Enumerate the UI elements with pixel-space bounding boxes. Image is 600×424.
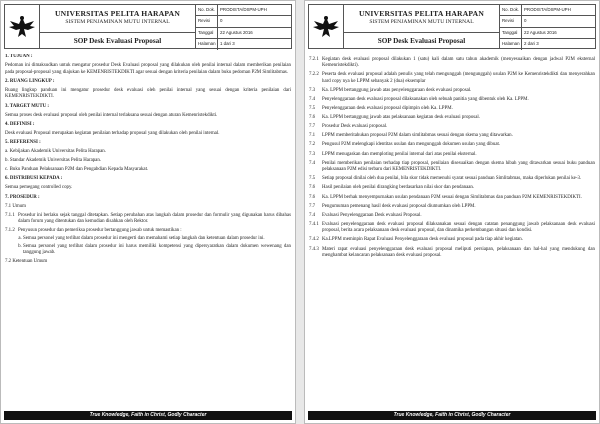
- document-meta: [500, 4, 596, 49]
- list-item: [309, 97, 595, 104]
- university-eagle-logo-icon: [8, 14, 36, 40]
- system-name: SISTEM PENJAMINAN MUTU INTERNAL: [369, 19, 474, 25]
- list-item: a. Semua personel yang terlibat dalam prosedur ini mengerti dan memahami setiap langkah dan ketentuan dalam prosedur ini.: [23, 236, 291, 243]
- item-number: 7.4.2: [309, 237, 319, 243]
- paragraph: Pedoman ini dimaksudkan untuk mengatur prosedur Desk Evaluasi proposal yang dilakukan oleh penilai internal dalam memberikan penilaian pada proposal-proposal yang diajukan ke KEMENRISTEKDIKTI agar sesuai dengan kriteria penilaian dalam buku pedoman P2M Simlitabmas.: [5, 63, 291, 75]
- document-title: SOP Desk Evaluasi Proposal: [377, 37, 466, 45]
- list-item: [309, 72, 595, 85]
- item-number: 7.6: [309, 115, 316, 121]
- reference-item: b. Standar Akademik Universitas Pelita Harapan.: [5, 158, 102, 164]
- page-content: [309, 54, 595, 407]
- item-text: Ka. LPPM berhak menyempurnakan usulan pendanaan P2M sesuai dengan Simlitabmas dan panduan P2M KEMENRISTEKDIKTI.: [322, 194, 582, 200]
- document-title: SOP Desk Evaluasi Proposal: [73, 37, 162, 45]
- item-text: Penyelenggaraan desk evaluasi proposal dilaksanakan oleh sebuah panitia yang dibentuk oleh Ka. LPPM.: [322, 96, 529, 102]
- item-text: Penyusun prosedur dan pemeriksa prosedur bertanggung jawab untuk memastikan :: [18, 228, 182, 234]
- list-item: [5, 228, 291, 235]
- responsibility-list: [5, 236, 291, 257]
- university-name: UNIVERSITAS PELITA HARAPAN: [54, 9, 181, 18]
- item-text: Kegiatan desk evaluasi proposal dilakukan 1 (satu) kali dalam satu tahun akademik (menyesuaikan dengan jadwal P2M eksternal Kemenristekdikti).: [322, 56, 595, 69]
- list-item: [309, 88, 595, 95]
- item-text: Peserta desk evaluasi proposal adalah penulis yang telah mengunggah (mengunggah) usulan P2M ke Kemenristekdikti dan menyerahkan hard copy nya ke LPPM sebanyak 2 (dua) eksemplar: [322, 72, 595, 84]
- item-number: 7.5: [309, 106, 316, 112]
- list-item: [309, 222, 595, 235]
- item-text: Penilai memberikan penilaian terhadap tiap proposal, penilaian disesuaikan dengan skema hibah yang ditawarkan sesuai buku panduan pelaksanaan P2M edisi terbaru dari KEMENRISTEKDIKTI.: [322, 160, 595, 173]
- paragraph: Desk evaluasi Proposal merupakan kegiatan penilaian terhadap proposal yang dilakukan oleh penilai internal.: [5, 130, 220, 136]
- item-number: 7.7: [309, 203, 316, 209]
- university-name: UNIVERSITAS PELITA HARAPAN: [358, 9, 485, 18]
- meta-tanggal: 22 Agustus 2016: [220, 29, 253, 35]
- list-item: [309, 115, 595, 122]
- university-eagle-logo-icon: [312, 14, 340, 40]
- list-item: [309, 213, 595, 220]
- item-number: 7.3: [309, 87, 316, 93]
- list-item: [309, 133, 595, 140]
- item-number: 7.4: [309, 96, 316, 102]
- document-meta: [196, 4, 292, 49]
- meta-tanggal: 22 Agustus 2016: [524, 29, 557, 35]
- section-heading: 3. TARGET MUTU :: [5, 103, 50, 109]
- section-heading: 1. TUJUAN :: [5, 54, 33, 59]
- meta-revisi: 0: [220, 18, 223, 24]
- item-number: 7.6: [309, 185, 316, 191]
- meta-label-revisi: Revisi: [196, 16, 218, 26]
- list-item: [309, 124, 595, 131]
- list-item: b. Semua personel yang terlibat dalam prosedur ini harus memiliki kompetensi yang dipersyaratkan dalam dokumen wewenang dan tanggung jawab.: [23, 244, 291, 257]
- item-number: 7.7: [309, 124, 316, 130]
- meta-revisi: 0: [524, 18, 527, 24]
- meta-label-revisi: Revisi: [500, 16, 522, 26]
- item-text: Evaluasi Penyelenggaraan Desk evaluasi Proposal.: [322, 212, 422, 218]
- list-item: [309, 176, 595, 183]
- list-item: [309, 185, 595, 192]
- page-1: [0, 0, 296, 424]
- item-text: Prosedur ini berlaku sejak tanggal ditetapkan. Setiap perubahan atas langkah dalam prosedur dan formulir yang digunakan harus dibahas dalam forum yang ditentukan dan kemudian disahkan oleh Rektor.: [18, 212, 291, 225]
- item-text: Prosedur Desk evaluasi proposal.: [322, 124, 388, 130]
- page-content: [5, 54, 291, 407]
- item-text: Materi rapat evaluasi penyelenggaraan desk evaluasi proposal meliputi persiapan, pelaksanaan dan hal-hal yang mendukung dan menghambat kelancaran pelaksanaan desk evaluasi proposal.: [322, 246, 595, 259]
- meta-label-tanggal: Tanggal: [500, 28, 522, 38]
- item-number: 7.1: [309, 133, 316, 139]
- list-item: [309, 204, 595, 211]
- meta-label-halaman: Halaman: [500, 39, 522, 50]
- reference-item: c. Buku Panduan Pelaksanaan P2M dan Pengabdian Kepada Masyarakat.: [5, 167, 149, 173]
- section-heading: 7. PROSEDUR :: [5, 194, 40, 200]
- list-item: [309, 142, 595, 149]
- item-number: 7.5: [309, 176, 316, 182]
- page-2: [304, 0, 600, 424]
- list-item: [309, 195, 595, 202]
- list-item: [309, 106, 595, 113]
- item-text: Ka. LPPM bertanggung jawab atas penyelenggaraan desk evaluasi proposal.: [322, 87, 472, 93]
- section-heading: 4. DEFINISI :: [5, 121, 35, 127]
- item-text: Pengumuman pemenang hasil desk evaluasi proposal diumumkan oleh LPPM.: [322, 203, 476, 209]
- title-box: [344, 4, 500, 49]
- meta-label-tanggal: Tanggal: [196, 28, 218, 38]
- title-box: [40, 4, 196, 49]
- section-heading: 2. RUANG LINGKUP :: [5, 78, 55, 84]
- logo-box: [4, 4, 40, 49]
- subsection-heading: 7.2 Ketentuan Umum: [5, 259, 48, 265]
- meta-label-halaman: Halaman: [196, 39, 218, 50]
- item-text: Setiap proposal dinilai oleh dua penilai, bila skor tidak memenuhi syarat sesuai panduan Simlitabmas, maka diperlukan penilai ke-3.: [322, 176, 582, 182]
- item-text: Evaluasi penyelenggaraan desk evaluasi proposal dilaksanakan sesuai dengan catatan penanggung jawab pelaksanaan desk evaluasi proposal, berita acara pelaksanaan desk evaluasi proposal, dan dinamika perkembangan situasi dan kondisi.: [322, 221, 595, 234]
- item-text: LPPM memberitahukan proposal P2M dalam simlitabmas sesuai dengan skema yang ditawarkan.: [322, 133, 513, 139]
- footer-motto: True Knowledge, Faith in Christ, Godly Character: [4, 411, 292, 420]
- list-item: [309, 247, 595, 260]
- item-text: Ka.LPPM meminpin Rapat Evaluasi Penyelenggaraan desk evaluasi proposal pada tiap akhir kegiatan.: [322, 237, 523, 243]
- meta-label-no-dok: No. Dok.: [500, 5, 522, 15]
- item-text: Penyelenggaraan desk evaluasi proposal dipimpin oleh Ka. LPPM.: [322, 106, 453, 112]
- item-number: 7.1.2: [5, 228, 15, 234]
- item-text: Hasil penilaian oleh penilai dirangking berdasarkan nilai skor dan pendanaan.: [322, 185, 475, 191]
- item-number: 7.6: [309, 194, 316, 200]
- item-number: 7.2.2: [309, 72, 319, 78]
- meta-halaman: 1 dari 3: [220, 40, 235, 46]
- item-number: 7.3: [309, 151, 316, 157]
- item-number: 7.2.1: [309, 56, 319, 62]
- item-text: Pengusul P2M melengkapi identitas usulan dan mengunggah dokumen usulan yang dibuat.: [322, 142, 501, 148]
- item-number: 7.4.1: [309, 221, 319, 227]
- list-item: [309, 161, 595, 174]
- document-header: [308, 4, 596, 49]
- item-number: 7.4: [309, 212, 316, 218]
- item-number: 7.1.1: [5, 212, 15, 218]
- meta-no-dok: PRODISTA/DSPM-UPH: [220, 7, 267, 12]
- item-text: Ka. LPPM bertanggung jawab atas pelaksanaan kegiatan desk evaluasi proposal.: [322, 115, 480, 121]
- document-header: [4, 4, 292, 49]
- meta-no-dok: PRODISTA/DSPM-UPH: [524, 7, 571, 12]
- section-heading: 5. REFERENSI :: [5, 139, 41, 145]
- system-name: SISTEM PENJAMINAN MUTU INTERNAL: [65, 19, 170, 25]
- list-item: [309, 57, 595, 70]
- section-heading: 6. DISTRIBUSI KEPADA :: [5, 176, 63, 182]
- meta-halaman: 2 dari 3: [524, 40, 539, 46]
- item-text: LPPM menugaskan dan memploting penilai internal dari atas penilai eksternal.: [322, 151, 477, 157]
- logo-box: [308, 4, 344, 49]
- item-number: 7.2: [309, 142, 316, 148]
- paragraph: Ruang lingkup panduan ini mengatur prosedur desk evaluasi oleh penilai internal yang sesuai dengan kriteria penilaian dari KEMENRISTEKDIKTI.: [5, 87, 291, 100]
- list-item: [5, 213, 291, 226]
- paragraph: Semua pemegang controlled copy.: [5, 185, 73, 191]
- subsection-heading: 7.1 Umum: [5, 203, 26, 209]
- list-item: [309, 152, 595, 159]
- meta-label-no-dok: No. Dok.: [196, 5, 218, 15]
- reference-item: a. Kebijakan Akademik Universitas Pelita Harapan.: [5, 149, 106, 155]
- item-number: 7.4: [309, 160, 316, 166]
- footer-motto: True Knowledge, Faith in Christ, Godly Character: [308, 411, 596, 420]
- item-number: 7.4.3: [309, 246, 319, 252]
- paragraph: Semua proses desk evaluasi proposal oleh penilai internal terlaksana sesuai dengan aturan Kemenristekdikti.: [5, 112, 218, 118]
- list-item: [309, 237, 595, 244]
